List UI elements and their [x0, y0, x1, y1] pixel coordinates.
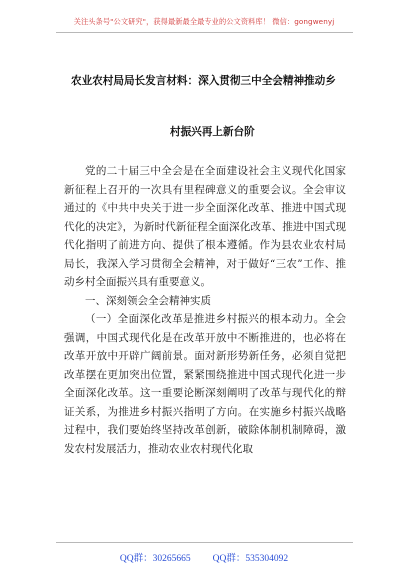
footer-qq-group-2: QQ群：535304092	[212, 554, 289, 564]
footer-qq-group-1: QQ群：30265665	[119, 554, 191, 564]
footer-contacts	[0, 550, 408, 564]
document-title-line-2: 村振兴再上新台阶	[170, 126, 255, 138]
header-promo-text: 关注头条号"公文研究"，获得最新最全最专业的公文资料库！ 微信：gongwenyj	[73, 17, 335, 26]
document-body	[64, 162, 346, 458]
document-title-line-1: 农业农村局局长发言材料：深入贯彻三中全会精神推动乡	[71, 75, 336, 87]
body-paragraph: 党的二十届三中全会是在全面建设社会主义现代化国家新征程上召开的一次具有里程碑意义的重要会议。全会审议通过的《中共中央关于进一步全面深化改革、推进中国式现代化的决定》，为新时代新征程全面深化改革、推进中国式现代化指明了前进方向、提供了根本遵循。作为县农业农村局局长，我深入学习贯彻全会精神，对于做好“三农”工作、推动乡村全面振兴具有重要意义。	[64, 165, 346, 288]
section-heading: 一、深刻领会全会精神实质	[85, 294, 211, 307]
body-paragraph: （一）全面深化改革是推进乡村振兴的根本动力。全会强调，中国式现代化是在改革开放中不断推进的，也必将在改革开放中开辟广阔前景。面对新形势新任务，必须自觉把改革摆在更加突出位置，紧紧围绕推进中国式现代化进一步全面深化改革。这一重要论断深刻阐明了改革与现代化的辩证关系，为推进乡村振兴指明了方向。在实施乡村振兴战略过程中，我们要始终坚持改革创新，破除体制机制障碍，激发农村发展活力，推动农业农村现代化取	[64, 313, 346, 455]
header-divider	[56, 32, 353, 33]
footer-divider	[56, 542, 353, 543]
